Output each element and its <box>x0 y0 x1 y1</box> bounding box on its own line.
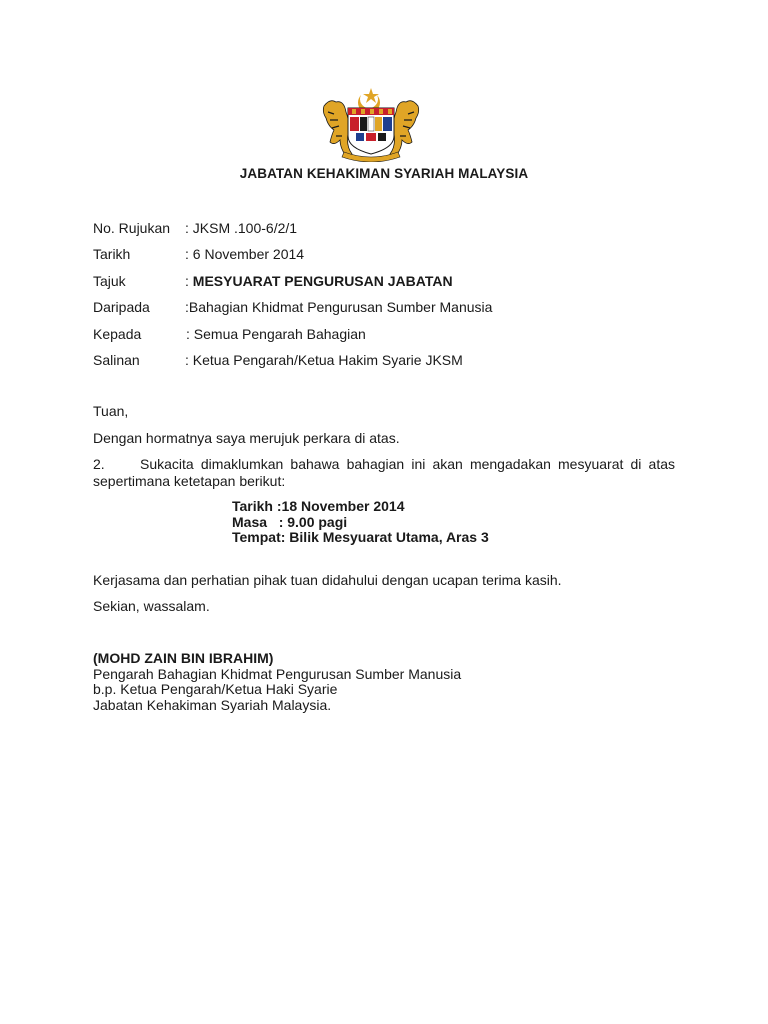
paragraph-number: 2. <box>93 456 105 472</box>
meta-value: : 6 November 2014 <box>185 246 305 263</box>
meta-row-tarikh <box>93 246 693 272</box>
meta-label: Salinan <box>93 351 140 368</box>
meta-subject: MESYUARAT PENGURUSAN JABATAN <box>192 272 453 289</box>
malaysia-coat-of-arms-icon <box>316 86 426 162</box>
signatory-on-behalf: b.p. Ketua Pengarah/Ketua Haki Syarie <box>93 681 338 698</box>
meta-value: : Semua Pengarah Bahagian <box>186 325 366 342</box>
meta-label: Tarikh <box>93 246 131 263</box>
meta-label: Tajuk <box>93 272 126 289</box>
salutation: Tuan, <box>93 403 129 419</box>
sign-off: Sekian, wassalam. <box>93 598 210 614</box>
meta-value: :Bahagian Khidmat Pengurusan Sumber Manusia <box>185 299 493 316</box>
meta-value: : Ketua Pengarah/Ketua Hakim Syarie JKSM <box>185 351 463 368</box>
signatory-department: Jabatan Kehakiman Syariah Malaysia. <box>93 696 332 713</box>
closing-remark: Kerjasama dan perhatian pihak tuan didahului dengan ucapan terima kasih. <box>93 572 562 588</box>
signatory-name: (MOHD ZAIN BIN IBRAHIM) <box>93 650 274 666</box>
meeting-details <box>232 499 489 546</box>
meeting-venue: Tempat: Bilik Mesyuarat Utama, Aras 3 <box>232 529 489 546</box>
meta-row-salinan <box>93 352 693 378</box>
paragraph-1: Dengan hormatnya saya merujuk perkara di atas. <box>93 430 400 446</box>
meta-label: No. Rujukan <box>93 220 171 236</box>
meta-value-wrapper <box>185 273 453 289</box>
meta-row-kepada <box>93 326 693 352</box>
meta-row-rujukan <box>93 220 693 246</box>
signatory-title: Pengarah Bahagian Khidmat Pengurusan Sumber Manusia <box>93 665 462 682</box>
meta-label: Daripada <box>93 299 150 316</box>
organization-title: JABATAN KEHAKIMAN SYARIAH MALAYSIA <box>239 166 529 181</box>
memo-metadata <box>93 220 693 378</box>
meeting-date: Tarikh :18 November 2014 <box>232 498 405 514</box>
meta-row-tajuk <box>93 273 693 299</box>
meta-value: : JKSM .100-6/2/1 <box>185 220 298 236</box>
meta-colon: : <box>185 272 193 289</box>
signature-block <box>93 651 461 713</box>
meta-row-daripada <box>93 299 693 325</box>
paragraph-2 <box>93 456 675 490</box>
meeting-time: Masa : 9.00 pagi <box>232 513 348 530</box>
paragraph-2-text: Sukacita dimaklumkan bahawa bahagian ini akan mengadakan mesyuarat di atas sepertimana ketetapan berikut: <box>93 456 675 489</box>
meta-label: Kepada <box>93 325 142 342</box>
